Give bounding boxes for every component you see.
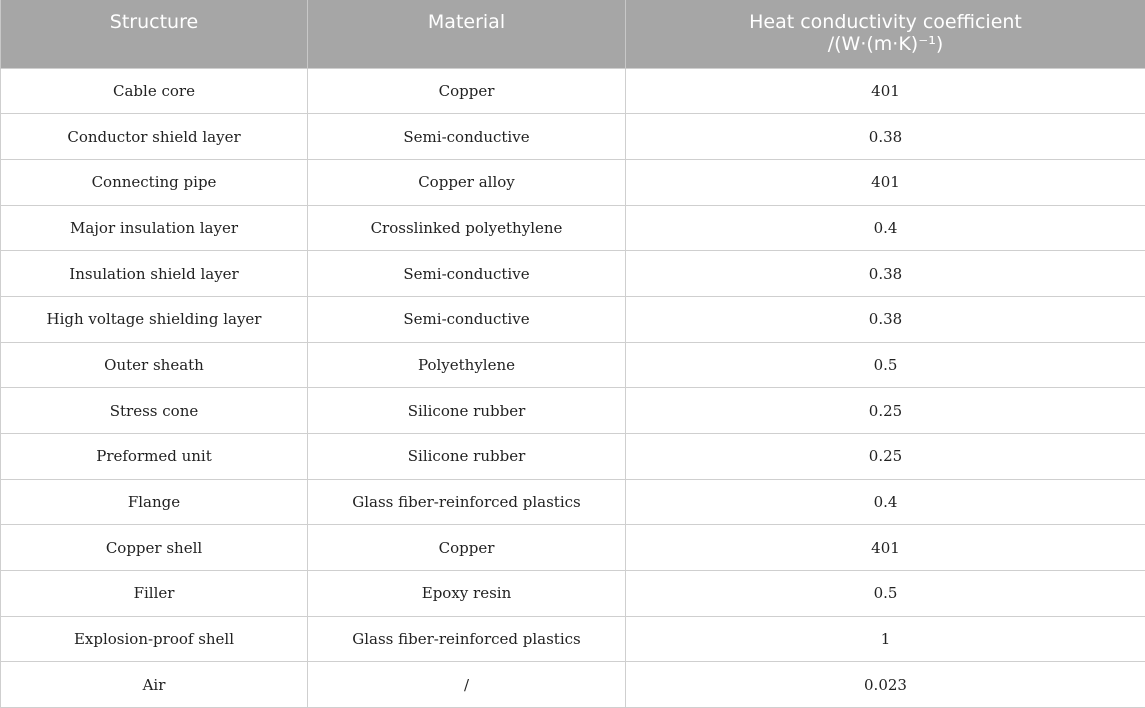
cell-structure: Filler <box>1 571 308 617</box>
cell-conductivity: 0.38 <box>626 251 1145 297</box>
cell-structure: Major insulation layer <box>1 205 308 251</box>
header-material-label: Material <box>427 11 506 33</box>
header-heat-conductivity-unit: /(W·(m·K)⁻¹) <box>827 33 944 55</box>
cell-conductivity: 0.023 <box>626 662 1145 708</box>
cell-structure: Preformed unit <box>1 434 308 480</box>
cell-conductivity: 401 <box>626 159 1145 205</box>
table-body <box>1 68 1145 708</box>
cell-material: Copper <box>308 525 626 571</box>
cell-material: Crosslinked polyethylene <box>308 205 626 251</box>
cell-conductivity: 0.25 <box>626 388 1145 434</box>
cell-material: / <box>308 662 626 708</box>
cell-conductivity: 401 <box>626 68 1145 114</box>
cell-structure: High voltage shielding layer <box>1 296 308 342</box>
cell-conductivity: 0.4 <box>626 205 1145 251</box>
cell-structure: Stress cone <box>1 388 308 434</box>
cell-structure: Copper shell <box>1 525 308 571</box>
table-row <box>1 296 1145 342</box>
cell-conductivity: 0.38 <box>626 296 1145 342</box>
table-row <box>1 159 1145 205</box>
cell-material: Glass fiber-reinforced plastics <box>308 616 626 662</box>
cell-structure: Cable core <box>1 68 308 114</box>
cell-conductivity: 0.38 <box>626 114 1145 160</box>
table-row <box>1 388 1145 434</box>
table-row <box>1 571 1145 617</box>
cell-structure: Explosion-proof shell <box>1 616 308 662</box>
cell-structure: Air <box>1 662 308 708</box>
table-row <box>1 342 1145 388</box>
cell-material: Polyethylene <box>308 342 626 388</box>
cell-conductivity: 0.5 <box>626 571 1145 617</box>
cell-conductivity: 0.5 <box>626 342 1145 388</box>
cell-material: Semi-conductive <box>308 296 626 342</box>
cell-conductivity: 0.4 <box>626 479 1145 525</box>
cell-material: Copper <box>308 68 626 114</box>
header-row <box>1 0 1145 68</box>
table-row <box>1 616 1145 662</box>
header-heat-conductivity <box>626 0 1145 68</box>
cell-conductivity: 1 <box>626 616 1145 662</box>
cell-structure: Flange <box>1 479 308 525</box>
cell-material: Semi-conductive <box>308 114 626 160</box>
cell-material: Silicone rubber <box>308 434 626 480</box>
header-material <box>308 0 626 68</box>
cell-material: Silicone rubber <box>308 388 626 434</box>
table-row <box>1 114 1145 160</box>
table-row <box>1 479 1145 525</box>
table-header <box>1 0 1145 68</box>
header-structure <box>1 0 308 68</box>
cell-conductivity: 401 <box>626 525 1145 571</box>
cell-material: Copper alloy <box>308 159 626 205</box>
cell-conductivity: 0.25 <box>626 434 1145 480</box>
cell-structure: Insulation shield layer <box>1 251 308 297</box>
cell-structure: Connecting pipe <box>1 159 308 205</box>
cell-structure: Conductor shield layer <box>1 114 308 160</box>
table-row <box>1 68 1145 114</box>
table-row <box>1 434 1145 480</box>
cell-structure: Outer sheath <box>1 342 308 388</box>
cell-material: Epoxy resin <box>308 571 626 617</box>
table-row <box>1 662 1145 708</box>
cell-material: Semi-conductive <box>308 251 626 297</box>
header-heat-conductivity-label: Heat conductivity coefficient <box>749 11 1022 33</box>
cell-material: Glass fiber-reinforced plastics <box>308 479 626 525</box>
header-structure-label: Structure <box>109 11 199 33</box>
table-row <box>1 205 1145 251</box>
table-row <box>1 251 1145 297</box>
table-row <box>1 525 1145 571</box>
